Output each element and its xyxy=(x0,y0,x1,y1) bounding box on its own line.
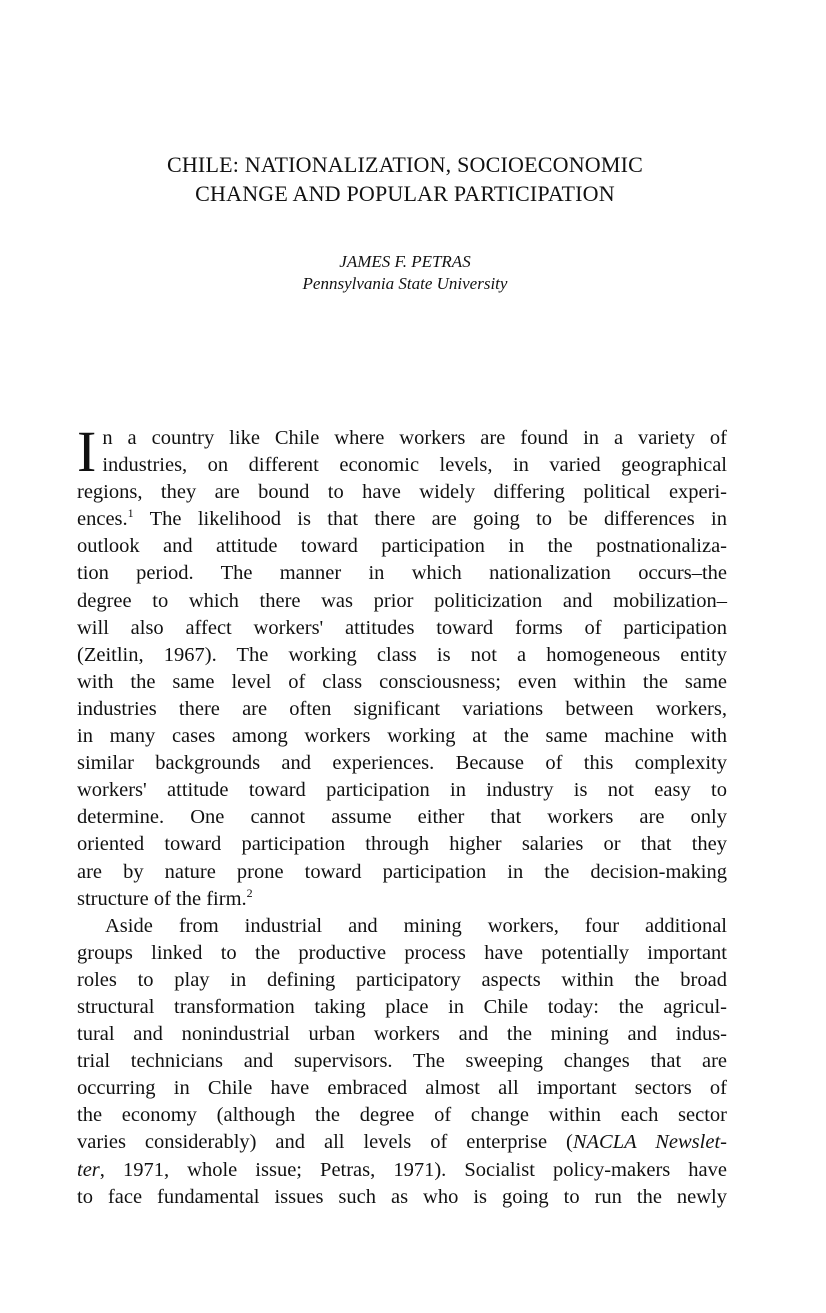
text-line: regions, they are bound to have widely differing political experi- xyxy=(77,481,727,504)
text-line: Aside from industrial and mining workers, four additional xyxy=(105,914,727,937)
text-line: tural and nonindustrial urban workers and the mining and indus- xyxy=(77,1023,727,1046)
text-line: in many cases among workers working at the same machine with xyxy=(77,725,727,748)
text-line: groups linked to the productive process have potentially important xyxy=(77,941,727,964)
text-line xyxy=(77,1157,727,1184)
text-line: outlook and attitude toward participation in the postnationaliza- xyxy=(77,535,727,558)
text-line: oriented toward participation through higher salaries or that they xyxy=(77,833,727,856)
author-affiliation: Pennsylvania State University xyxy=(302,274,508,293)
text-line: tion period. The manner in which nationalization occurs–the xyxy=(77,562,727,585)
article-title xyxy=(0,150,810,208)
text-line: workers' attitude toward participation in industry is not easy to xyxy=(77,779,727,802)
title-line-1: CHILE: NATIONALIZATION, SOCIOECONOMIC xyxy=(166,152,644,177)
byline xyxy=(0,251,810,295)
text-line: are by nature prone toward participation in the decision-making xyxy=(77,860,727,883)
text-line: determine. One cannot assume either that workers are only xyxy=(77,806,727,829)
text-segment: structure of the firm. xyxy=(77,887,247,910)
text-line: to face fundamental issues such as who is going to run the newly xyxy=(77,1185,727,1208)
footnote-marker: 1 xyxy=(127,506,134,521)
text-segment: ences. xyxy=(77,508,128,531)
text-line: industries there are often significant variations between workers, xyxy=(77,697,727,720)
text-line: occurring in Chile have embraced almost all important sectors of xyxy=(77,1077,727,1100)
text-line: degree to which there was prior politicization and mobilization– xyxy=(77,589,727,612)
citation-title: ter xyxy=(77,1158,100,1181)
text-line xyxy=(77,506,727,533)
text-segment: varies considerably) and all levels of enterprise ( xyxy=(77,1131,573,1154)
text-line: structural transformation taking place in Chile today: the agricul- xyxy=(77,995,727,1018)
text-line xyxy=(77,1129,727,1156)
text-line xyxy=(77,886,727,913)
title-line-2: CHANGE AND POPULAR PARTICIPATION xyxy=(195,181,615,206)
text-line: industries, on different economic levels, in varied geographical xyxy=(102,454,727,477)
paragraph-2 xyxy=(77,913,727,1211)
citation-title: NACLA Newslet- xyxy=(572,1131,727,1154)
text-line: roles to play in defining participatory aspects within the broad xyxy=(77,968,727,991)
text-line: n a country like Chile where workers are found in a variety of xyxy=(102,427,727,449)
text-line: trial technicians and supervisors. The sweeping changes that are xyxy=(77,1050,727,1073)
footnote-marker: 2 xyxy=(246,885,253,900)
text-line: with the same level of class consciousness; even within the same xyxy=(77,670,727,693)
drop-cap: I xyxy=(77,419,97,484)
text-line: (Zeitlin, 1967). The working class is not a homogeneous entity xyxy=(77,643,727,666)
author-name: JAMES F. PETRAS xyxy=(339,252,471,271)
text-line: will also affect workers' attitudes toward forms of participation xyxy=(77,616,727,639)
article-body xyxy=(77,419,727,1211)
text-line: similar backgrounds and experiences. Because of this complexity xyxy=(77,752,727,775)
text-line: the economy (although the degree of change within each sector xyxy=(77,1104,727,1127)
paragraph-1 xyxy=(77,419,727,913)
text-segment: , 1971, whole issue; Petras, 1971). Socialist policy-makers have xyxy=(99,1158,727,1181)
text-segment: The likelihood is that there are going to be differences in xyxy=(149,508,727,531)
